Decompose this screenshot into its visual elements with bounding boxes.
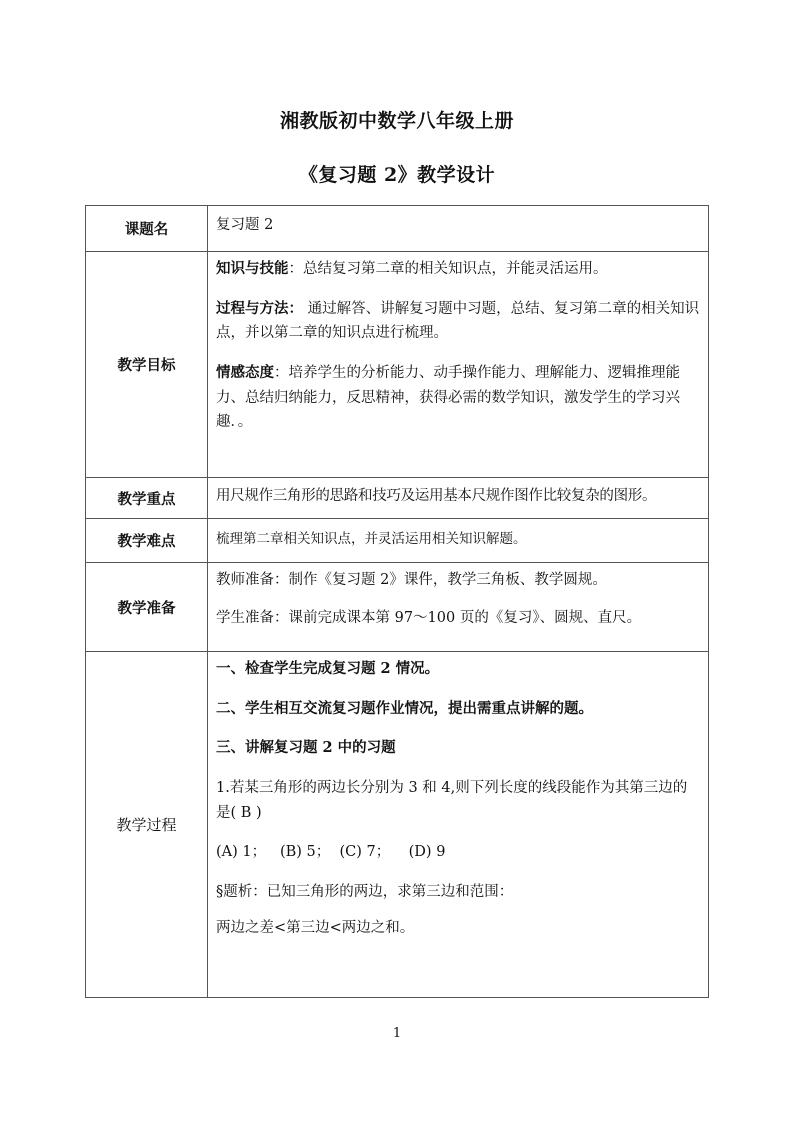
process-step-2: 二、学生相互交流复习题作业情况，提出需重点讲解的题。 <box>216 699 593 717</box>
goal-emotion <box>216 361 700 435</box>
goal-process-text: 通过解答、讲解复习题中习题，总结、复习第二章的相关知识点，并以第二章的知识点进行梳理。 <box>216 300 700 342</box>
row-process <box>86 652 709 998</box>
prep-content <box>208 563 709 652</box>
goal-process <box>216 297 700 346</box>
label-goals: 教学目标 <box>86 252 208 478</box>
document-subtitle: 《复习题 2》教学设计 <box>298 164 496 186</box>
goal-process-head: 过程与方法： <box>216 299 303 317</box>
process-step-1: 一、检查学生完成复习题 2 情况。 <box>216 660 440 677</box>
goal-knowledge <box>216 257 700 282</box>
row-difficulty <box>86 519 709 563</box>
goal-knowledge-text: ：总结复习第二章的相关知识点，并能灵活运用。 <box>288 261 608 277</box>
goal-emotion-text: ：培养学生的分析能力、动手操作能力、理解能力、逻辑推理能力、总结归纳能力，反思精神，获得必需的数学知识，激发学生的学习兴趣．。 <box>216 364 680 431</box>
row-key <box>86 478 709 519</box>
goal-emotion-head: 情感态度 <box>216 363 274 381</box>
lesson-plan-table <box>85 205 709 998</box>
question-1-options: (A) 1； (B) 5； (C) 7； (D) 9 <box>216 844 446 861</box>
process-content <box>208 652 709 998</box>
difficulty-value: 梳理第二章相关知识点，并灵活运用相关知识解题。 <box>208 519 709 563</box>
prep-teacher: 教师准备：制作《复习题 2》课件，教学三角板、教学圆规。 <box>216 572 607 588</box>
question-1-rule: 两边之差<第三边<两边之和。 <box>216 920 415 937</box>
process-step-3: 三、讲解复习题 2 中的习题 <box>216 739 396 757</box>
label-key: 教学重点 <box>86 478 208 519</box>
row-topic <box>86 206 709 252</box>
label-topic: 课题名 <box>86 206 208 252</box>
key-value: 用尺规作三角形的思路和技巧及运用基本尺规作图作比较复杂的图形。 <box>208 478 709 519</box>
page-number: 1 <box>392 1026 402 1041</box>
row-prep <box>86 563 709 652</box>
question-1-analysis: §题析：已知三角形的两边，求第三边和范围： <box>216 883 514 900</box>
goals-content <box>208 252 709 478</box>
question-1: 1.若某三角形的两边长分别为 3 和 4,则下列长度的线段能作为其第三边的是( B ) <box>216 779 688 821</box>
label-difficulty: 教学难点 <box>86 519 208 563</box>
row-goals <box>86 252 709 478</box>
label-process: 教学过程 <box>86 652 208 998</box>
topic-value: 复习题 2 <box>208 206 709 252</box>
label-prep: 教学准备 <box>86 563 208 652</box>
prep-student: 学生准备：课前完成课本第 97～100 页的《复习》、圆规、直尺。 <box>216 609 642 626</box>
goal-knowledge-head: 知识与技能 <box>216 260 289 277</box>
document-title: 湘教版初中数学八年级上册 <box>279 110 514 132</box>
